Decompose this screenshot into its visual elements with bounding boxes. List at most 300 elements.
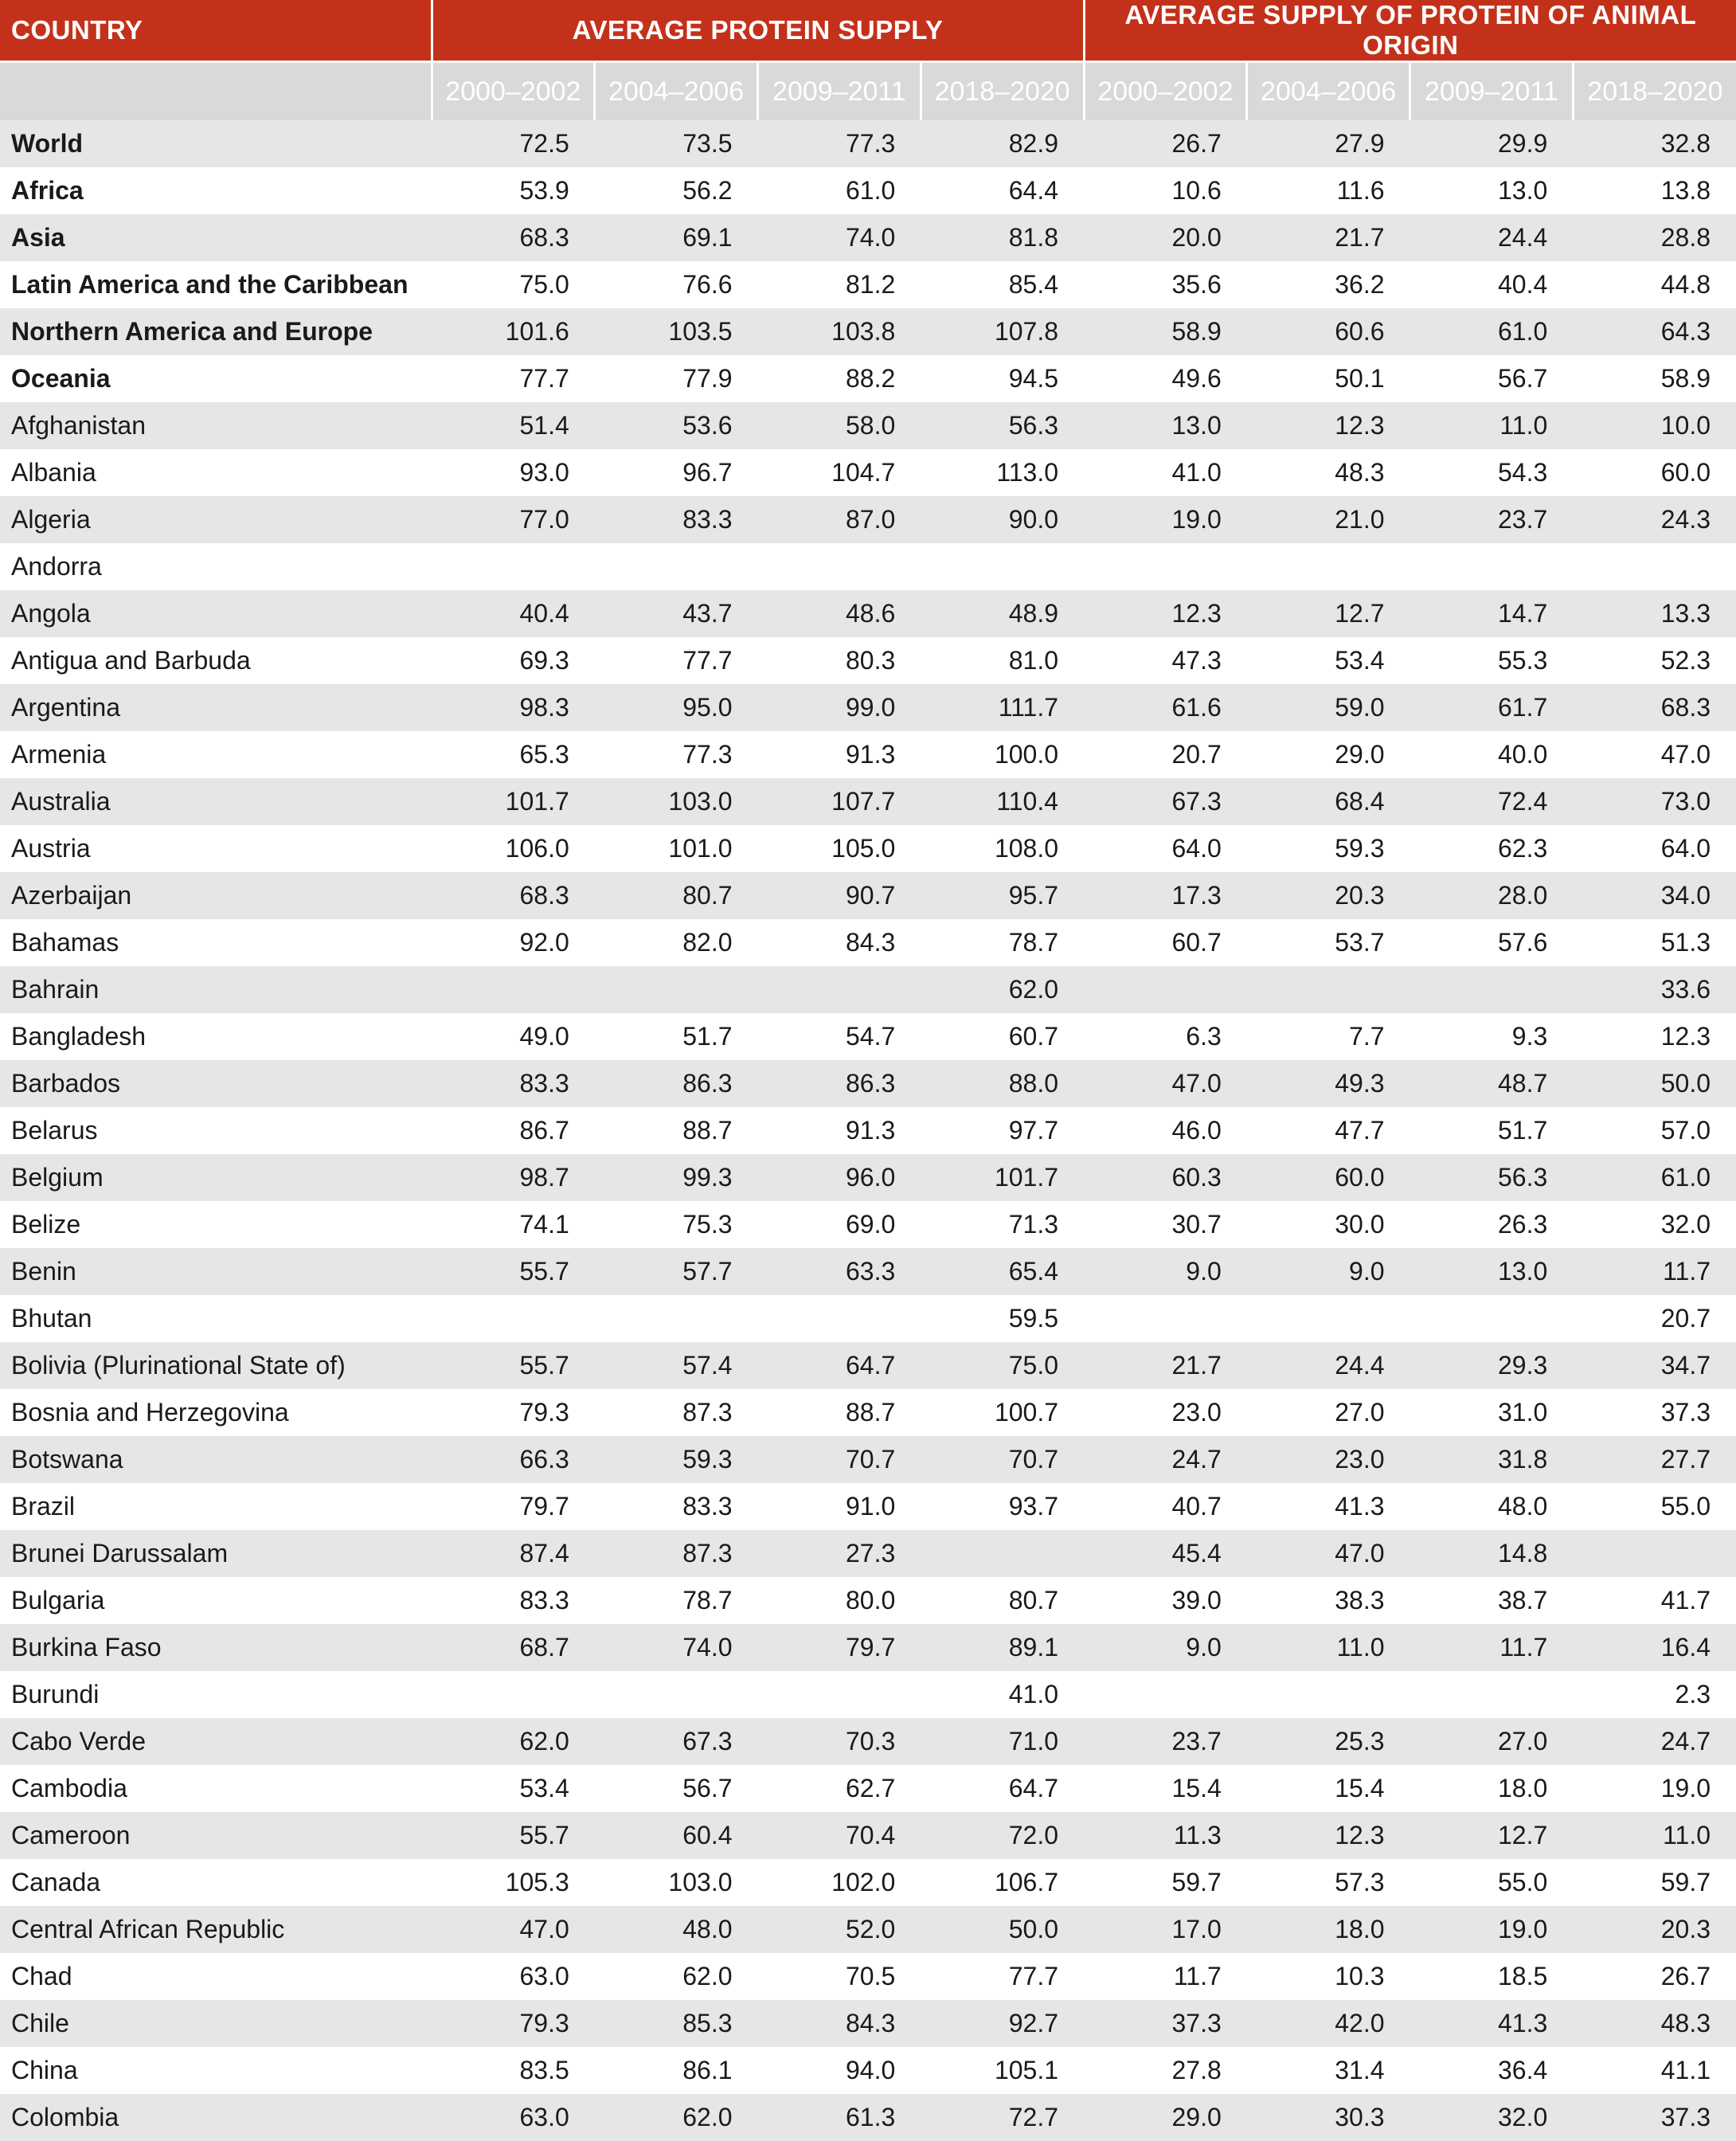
- period-header: 2009–2011: [1410, 62, 1574, 121]
- animal-protein-group-header: AVERAGE SUPPLY OF PROTEIN OF ANIMAL ORIGIN: [1084, 0, 1736, 62]
- value-cell: 12.3: [1084, 590, 1247, 637]
- value-cell: 77.7: [595, 637, 758, 684]
- value-cell: 87.4: [432, 1530, 595, 1577]
- value-cell: 48.3: [1573, 2000, 1736, 2047]
- value-cell: 27.9: [1247, 120, 1410, 167]
- table-row: [0, 1812, 1736, 1859]
- value-cell: 21.0: [1247, 496, 1410, 543]
- value-cell: 79.3: [432, 1389, 595, 1436]
- value-cell: 55.7: [432, 1342, 595, 1389]
- value-cell: 61.3: [758, 2094, 921, 2141]
- value-cell: 31.4: [1247, 2047, 1410, 2094]
- country-cell: Bolivia (Plurinational State of): [0, 1342, 432, 1389]
- value-cell: 53.9: [432, 167, 595, 214]
- value-cell: 55.3: [1410, 637, 1574, 684]
- value-cell: 62.7: [758, 1765, 921, 1812]
- value-cell: 59.7: [1084, 1859, 1247, 1906]
- value-cell: 9.0: [1084, 1248, 1247, 1295]
- value-cell: 14.7: [1410, 590, 1574, 637]
- value-cell: 10.6: [1084, 167, 1247, 214]
- value-cell: 14.8: [1410, 1530, 1574, 1577]
- value-cell: 12.3: [1247, 1812, 1410, 1859]
- value-cell: 38.7: [1410, 1577, 1574, 1624]
- country-cell: Andorra: [0, 543, 432, 590]
- value-cell: [1084, 966, 1247, 1013]
- value-cell: 40.4: [432, 590, 595, 637]
- value-cell: 72.5: [432, 120, 595, 167]
- value-cell: 28.0: [1410, 872, 1574, 919]
- value-cell: [432, 543, 595, 590]
- value-cell: 59.3: [1247, 825, 1410, 872]
- value-cell: 91.3: [758, 1107, 921, 1154]
- value-cell: 32.8: [1573, 120, 1736, 167]
- value-cell: 18.0: [1247, 1906, 1410, 1953]
- value-cell: 47.7: [1247, 1107, 1410, 1154]
- value-cell: 25.3: [1247, 1718, 1410, 1765]
- value-cell: 10.3: [1247, 1953, 1410, 2000]
- value-cell: 41.7: [1573, 1577, 1736, 1624]
- value-cell: 85.3: [595, 2000, 758, 2047]
- period-header: 2018–2020: [921, 62, 1084, 121]
- value-cell: 66.3: [432, 1436, 595, 1483]
- value-cell: 11.6: [1247, 167, 1410, 214]
- value-cell: 24.3: [1573, 496, 1736, 543]
- value-cell: 50.1: [1247, 355, 1410, 402]
- value-cell: 103.8: [758, 308, 921, 355]
- country-cell: Belize: [0, 1201, 432, 1248]
- value-cell: 12.7: [1247, 590, 1410, 637]
- table-row: [0, 684, 1736, 731]
- country-cell: Africa: [0, 167, 432, 214]
- table-row: [0, 1953, 1736, 2000]
- value-cell: 93.0: [432, 449, 595, 496]
- value-cell: 60.7: [1084, 919, 1247, 966]
- country-cell: Botswana: [0, 1436, 432, 1483]
- table-row: [0, 2094, 1736, 2141]
- value-cell: 55.0: [1410, 1859, 1574, 1906]
- table-row: [0, 261, 1736, 308]
- value-cell: 81.8: [921, 214, 1084, 261]
- value-cell: 48.9: [921, 590, 1084, 637]
- value-cell: 62.0: [595, 1953, 758, 2000]
- value-cell: 27.7: [1573, 1436, 1736, 1483]
- value-cell: 50.0: [1573, 1060, 1736, 1107]
- value-cell: [921, 543, 1084, 590]
- value-cell: 60.0: [1247, 1154, 1410, 1201]
- value-cell: 23.0: [1247, 1436, 1410, 1483]
- value-cell: 49.0: [432, 1013, 595, 1060]
- value-cell: [1573, 543, 1736, 590]
- country-cell: World: [0, 120, 432, 167]
- value-cell: 10.0: [1573, 402, 1736, 449]
- value-cell: 60.6: [1247, 308, 1410, 355]
- value-cell: 74.1: [432, 1201, 595, 1248]
- value-cell: 43.7: [595, 590, 758, 637]
- value-cell: 21.7: [1247, 214, 1410, 261]
- value-cell: 50.0: [921, 1906, 1084, 1953]
- value-cell: 77.7: [921, 1953, 1084, 2000]
- country-cell: Bosnia and Herzegovina: [0, 1389, 432, 1436]
- table-row: [0, 308, 1736, 355]
- country-cell: Barbados: [0, 1060, 432, 1107]
- value-cell: 11.3: [1084, 1812, 1247, 1859]
- value-cell: 90.0: [921, 496, 1084, 543]
- value-cell: 60.7: [921, 1013, 1084, 1060]
- value-cell: 23.7: [1410, 496, 1574, 543]
- country-cell: Bhutan: [0, 1295, 432, 1342]
- value-cell: 51.4: [432, 402, 595, 449]
- value-cell: 83.3: [432, 1577, 595, 1624]
- value-cell: [1410, 543, 1574, 590]
- value-cell: 11.7: [1573, 1248, 1736, 1295]
- value-cell: [595, 543, 758, 590]
- country-cell: Austria: [0, 825, 432, 872]
- value-cell: 52.0: [758, 1906, 921, 1953]
- value-cell: 63.3: [758, 1248, 921, 1295]
- value-cell: 41.0: [1084, 449, 1247, 496]
- country-cell: Bulgaria: [0, 1577, 432, 1624]
- value-cell: 63.0: [432, 1953, 595, 2000]
- value-cell: 87.3: [595, 1530, 758, 1577]
- value-cell: 46.0: [1084, 1107, 1247, 1154]
- value-cell: 82.9: [921, 120, 1084, 167]
- value-cell: 105.1: [921, 2047, 1084, 2094]
- value-cell: 106.7: [921, 1859, 1084, 1906]
- value-cell: 53.6: [595, 402, 758, 449]
- country-cell: Bahamas: [0, 919, 432, 966]
- value-cell: 54.3: [1410, 449, 1574, 496]
- value-cell: 108.0: [921, 825, 1084, 872]
- table-row: [0, 919, 1736, 966]
- value-cell: 72.4: [1410, 778, 1574, 825]
- country-cell: Brunei Darussalam: [0, 1530, 432, 1577]
- value-cell: 64.3: [1573, 308, 1736, 355]
- value-cell: 75.0: [432, 261, 595, 308]
- value-cell: 68.3: [432, 214, 595, 261]
- value-cell: [1247, 543, 1410, 590]
- value-cell: 99.0: [758, 684, 921, 731]
- value-cell: 80.3: [758, 637, 921, 684]
- value-cell: 99.3: [595, 1154, 758, 1201]
- value-cell: 29.0: [1247, 731, 1410, 778]
- table-row: [0, 1624, 1736, 1671]
- value-cell: 30.7: [1084, 1201, 1247, 1248]
- value-cell: 92.7: [921, 2000, 1084, 2047]
- value-cell: 80.7: [595, 872, 758, 919]
- value-cell: 19.0: [1084, 496, 1247, 543]
- value-cell: 30.0: [1247, 1201, 1410, 1248]
- value-cell: 31.8: [1410, 1436, 1574, 1483]
- value-cell: 31.0: [1410, 1389, 1574, 1436]
- value-cell: 101.0: [595, 825, 758, 872]
- table-row: [0, 825, 1736, 872]
- value-cell: [595, 1295, 758, 1342]
- country-cell: Algeria: [0, 496, 432, 543]
- table-row: [0, 1718, 1736, 1765]
- value-cell: 51.3: [1573, 919, 1736, 966]
- value-cell: 64.0: [1573, 825, 1736, 872]
- value-cell: 111.7: [921, 684, 1084, 731]
- value-cell: 13.3: [1573, 590, 1736, 637]
- value-cell: 61.7: [1410, 684, 1574, 731]
- value-cell: 44.8: [1573, 261, 1736, 308]
- value-cell: 62.0: [432, 1718, 595, 1765]
- value-cell: 65.3: [432, 731, 595, 778]
- value-cell: 70.4: [758, 1812, 921, 1859]
- country-cell: Northern America and Europe: [0, 308, 432, 355]
- value-cell: 70.5: [758, 1953, 921, 2000]
- table-row: [0, 1436, 1736, 1483]
- country-cell: Burkina Faso: [0, 1624, 432, 1671]
- value-cell: [1410, 1671, 1574, 1718]
- value-cell: 67.3: [595, 1718, 758, 1765]
- country-cell: Benin: [0, 1248, 432, 1295]
- value-cell: 61.6: [1084, 684, 1247, 731]
- value-cell: 77.3: [595, 731, 758, 778]
- value-cell: 49.3: [1247, 1060, 1410, 1107]
- value-cell: 37.3: [1573, 2094, 1736, 2141]
- value-cell: 55.0: [1573, 1483, 1736, 1530]
- value-cell: 21.7: [1084, 1342, 1247, 1389]
- value-cell: 12.3: [1247, 402, 1410, 449]
- value-cell: [1247, 966, 1410, 1013]
- value-cell: 53.4: [432, 1765, 595, 1812]
- value-cell: 83.3: [432, 1060, 595, 1107]
- value-cell: 75.0: [921, 1342, 1084, 1389]
- value-cell: 80.0: [758, 1577, 921, 1624]
- table-row: [0, 1859, 1736, 1906]
- value-cell: 27.3: [758, 1530, 921, 1577]
- value-cell: [921, 1530, 1084, 1577]
- table-row: [0, 1342, 1736, 1389]
- value-cell: 98.7: [432, 1154, 595, 1201]
- country-cell: Chad: [0, 1953, 432, 2000]
- value-cell: 53.7: [1247, 919, 1410, 966]
- value-cell: 41.3: [1247, 1483, 1410, 1530]
- value-cell: 23.0: [1084, 1389, 1247, 1436]
- value-cell: 19.0: [1410, 1906, 1574, 1953]
- value-cell: 27.0: [1410, 1718, 1574, 1765]
- value-cell: 26.7: [1573, 1953, 1736, 2000]
- value-cell: 65.4: [921, 1248, 1084, 1295]
- value-cell: 60.4: [595, 1812, 758, 1859]
- country-cell: Oceania: [0, 355, 432, 402]
- value-cell: 48.7: [1410, 1060, 1574, 1107]
- value-cell: 88.7: [595, 1107, 758, 1154]
- value-cell: 47.3: [1084, 637, 1247, 684]
- value-cell: 51.7: [1410, 1107, 1574, 1154]
- value-cell: 113.0: [921, 449, 1084, 496]
- value-cell: 86.7: [432, 1107, 595, 1154]
- table-row: [0, 1577, 1736, 1624]
- value-cell: 101.7: [432, 778, 595, 825]
- value-cell: 20.3: [1573, 1906, 1736, 1953]
- country-cell: Brazil: [0, 1483, 432, 1530]
- value-cell: 57.7: [595, 1248, 758, 1295]
- value-cell: 11.7: [1084, 1953, 1247, 2000]
- value-cell: 97.7: [921, 1107, 1084, 1154]
- value-cell: 20.3: [1247, 872, 1410, 919]
- value-cell: 64.7: [921, 1765, 1084, 1812]
- table-row: [0, 402, 1736, 449]
- value-cell: 13.8: [1573, 167, 1736, 214]
- value-cell: 77.7: [432, 355, 595, 402]
- value-cell: 41.0: [921, 1671, 1084, 1718]
- country-cell: Armenia: [0, 731, 432, 778]
- table-row: [0, 1906, 1736, 1953]
- value-cell: 48.0: [595, 1906, 758, 1953]
- value-cell: [1084, 543, 1247, 590]
- value-cell: 34.0: [1573, 872, 1736, 919]
- value-cell: 32.0: [1410, 2094, 1574, 2141]
- table-row: [0, 1013, 1736, 1060]
- value-cell: 55.7: [432, 1812, 595, 1859]
- value-cell: 61.0: [758, 167, 921, 214]
- value-cell: 47.0: [1084, 1060, 1247, 1107]
- value-cell: 77.3: [758, 120, 921, 167]
- country-cell: Colombia: [0, 2094, 432, 2141]
- table-row: [0, 1671, 1736, 1718]
- value-cell: 41.3: [1410, 2000, 1574, 2047]
- value-cell: 41.1: [1573, 2047, 1736, 2094]
- value-cell: [1247, 1671, 1410, 1718]
- value-cell: 11.0: [1573, 1812, 1736, 1859]
- value-cell: 16.4: [1573, 1624, 1736, 1671]
- value-cell: 87.0: [758, 496, 921, 543]
- value-cell: 78.7: [595, 1577, 758, 1624]
- table-row: [0, 120, 1736, 167]
- value-cell: 23.7: [1084, 1718, 1247, 1765]
- value-cell: 95.0: [595, 684, 758, 731]
- table-row: [0, 167, 1736, 214]
- table-row: [0, 1530, 1736, 1577]
- value-cell: 61.0: [1410, 308, 1574, 355]
- table-row: [0, 966, 1736, 1013]
- value-cell: 87.3: [595, 1389, 758, 1436]
- value-cell: 86.1: [595, 2047, 758, 2094]
- table-row: [0, 1389, 1736, 1436]
- value-cell: 103.0: [595, 778, 758, 825]
- value-cell: 72.7: [921, 2094, 1084, 2141]
- value-cell: 52.3: [1573, 637, 1736, 684]
- value-cell: [595, 966, 758, 1013]
- period-header: 2018–2020: [1573, 62, 1736, 121]
- value-cell: 94.0: [758, 2047, 921, 2094]
- value-cell: [1573, 1530, 1736, 1577]
- value-cell: 91.0: [758, 1483, 921, 1530]
- value-cell: 20.0: [1084, 214, 1247, 261]
- value-cell: 48.0: [1410, 1483, 1574, 1530]
- table-body: [0, 120, 1736, 2141]
- value-cell: 56.3: [921, 402, 1084, 449]
- country-column-header: COUNTRY: [0, 0, 432, 62]
- value-cell: 24.7: [1573, 1718, 1736, 1765]
- country-cell: Cambodia: [0, 1765, 432, 1812]
- value-cell: 96.0: [758, 1154, 921, 1201]
- value-cell: [1410, 966, 1574, 1013]
- value-cell: 62.0: [921, 966, 1084, 1013]
- value-cell: 80.7: [921, 1577, 1084, 1624]
- value-cell: 37.3: [1084, 2000, 1247, 2047]
- value-cell: 53.4: [1247, 637, 1410, 684]
- value-cell: 78.7: [921, 919, 1084, 966]
- table-row: [0, 1248, 1736, 1295]
- value-cell: 47.0: [432, 1906, 595, 1953]
- value-cell: 39.0: [1084, 1577, 1247, 1624]
- value-cell: 79.7: [432, 1483, 595, 1530]
- value-cell: 81.2: [758, 261, 921, 308]
- value-cell: 92.0: [432, 919, 595, 966]
- value-cell: 98.3: [432, 684, 595, 731]
- country-cell: Cameroon: [0, 1812, 432, 1859]
- country-cell: Burundi: [0, 1671, 432, 1718]
- value-cell: 69.0: [758, 1201, 921, 1248]
- value-cell: 11.0: [1247, 1624, 1410, 1671]
- value-cell: 12.3: [1573, 1013, 1736, 1060]
- country-cell: Argentina: [0, 684, 432, 731]
- value-cell: 7.7: [1247, 1013, 1410, 1060]
- value-cell: 40.0: [1410, 731, 1574, 778]
- country-cell: Antigua and Barbuda: [0, 637, 432, 684]
- value-cell: 2.3: [1573, 1671, 1736, 1718]
- value-cell: 27.0: [1247, 1389, 1410, 1436]
- value-cell: 64.7: [758, 1342, 921, 1389]
- value-cell: 70.3: [758, 1718, 921, 1765]
- value-cell: 62.3: [1410, 825, 1574, 872]
- value-cell: 20.7: [1573, 1295, 1736, 1342]
- table-row: [0, 1295, 1736, 1342]
- value-cell: 48.6: [758, 590, 921, 637]
- value-cell: 18.5: [1410, 1953, 1574, 2000]
- value-cell: 11.7: [1410, 1624, 1574, 1671]
- table-row: [0, 872, 1736, 919]
- country-cell: Australia: [0, 778, 432, 825]
- value-cell: 83.3: [595, 496, 758, 543]
- value-cell: 32.0: [1573, 1201, 1736, 1248]
- table-row: [0, 2000, 1736, 2047]
- value-cell: [758, 966, 921, 1013]
- value-cell: 96.7: [595, 449, 758, 496]
- value-cell: 102.0: [758, 1859, 921, 1906]
- value-cell: 68.7: [432, 1624, 595, 1671]
- table-row: [0, 637, 1736, 684]
- value-cell: 58.9: [1573, 355, 1736, 402]
- value-cell: 88.7: [758, 1389, 921, 1436]
- value-cell: 86.3: [595, 1060, 758, 1107]
- value-cell: 57.0: [1573, 1107, 1736, 1154]
- value-cell: 68.4: [1247, 778, 1410, 825]
- value-cell: 105.3: [432, 1859, 595, 1906]
- value-cell: 15.4: [1084, 1765, 1247, 1812]
- value-cell: 15.4: [1247, 1765, 1410, 1812]
- value-cell: 29.0: [1084, 2094, 1247, 2141]
- value-cell: 76.6: [595, 261, 758, 308]
- value-cell: 101.7: [921, 1154, 1084, 1201]
- country-cell: Afghanistan: [0, 402, 432, 449]
- value-cell: 56.7: [1410, 355, 1574, 402]
- value-cell: 13.0: [1084, 402, 1247, 449]
- value-cell: 59.7: [1573, 1859, 1736, 1906]
- value-cell: 95.7: [921, 872, 1084, 919]
- value-cell: 24.4: [1247, 1342, 1410, 1389]
- value-cell: 35.6: [1084, 261, 1247, 308]
- value-cell: 74.0: [595, 1624, 758, 1671]
- value-cell: 17.0: [1084, 1906, 1247, 1953]
- table-row: [0, 355, 1736, 402]
- value-cell: [595, 1671, 758, 1718]
- value-cell: 49.6: [1084, 355, 1247, 402]
- value-cell: 57.4: [595, 1342, 758, 1389]
